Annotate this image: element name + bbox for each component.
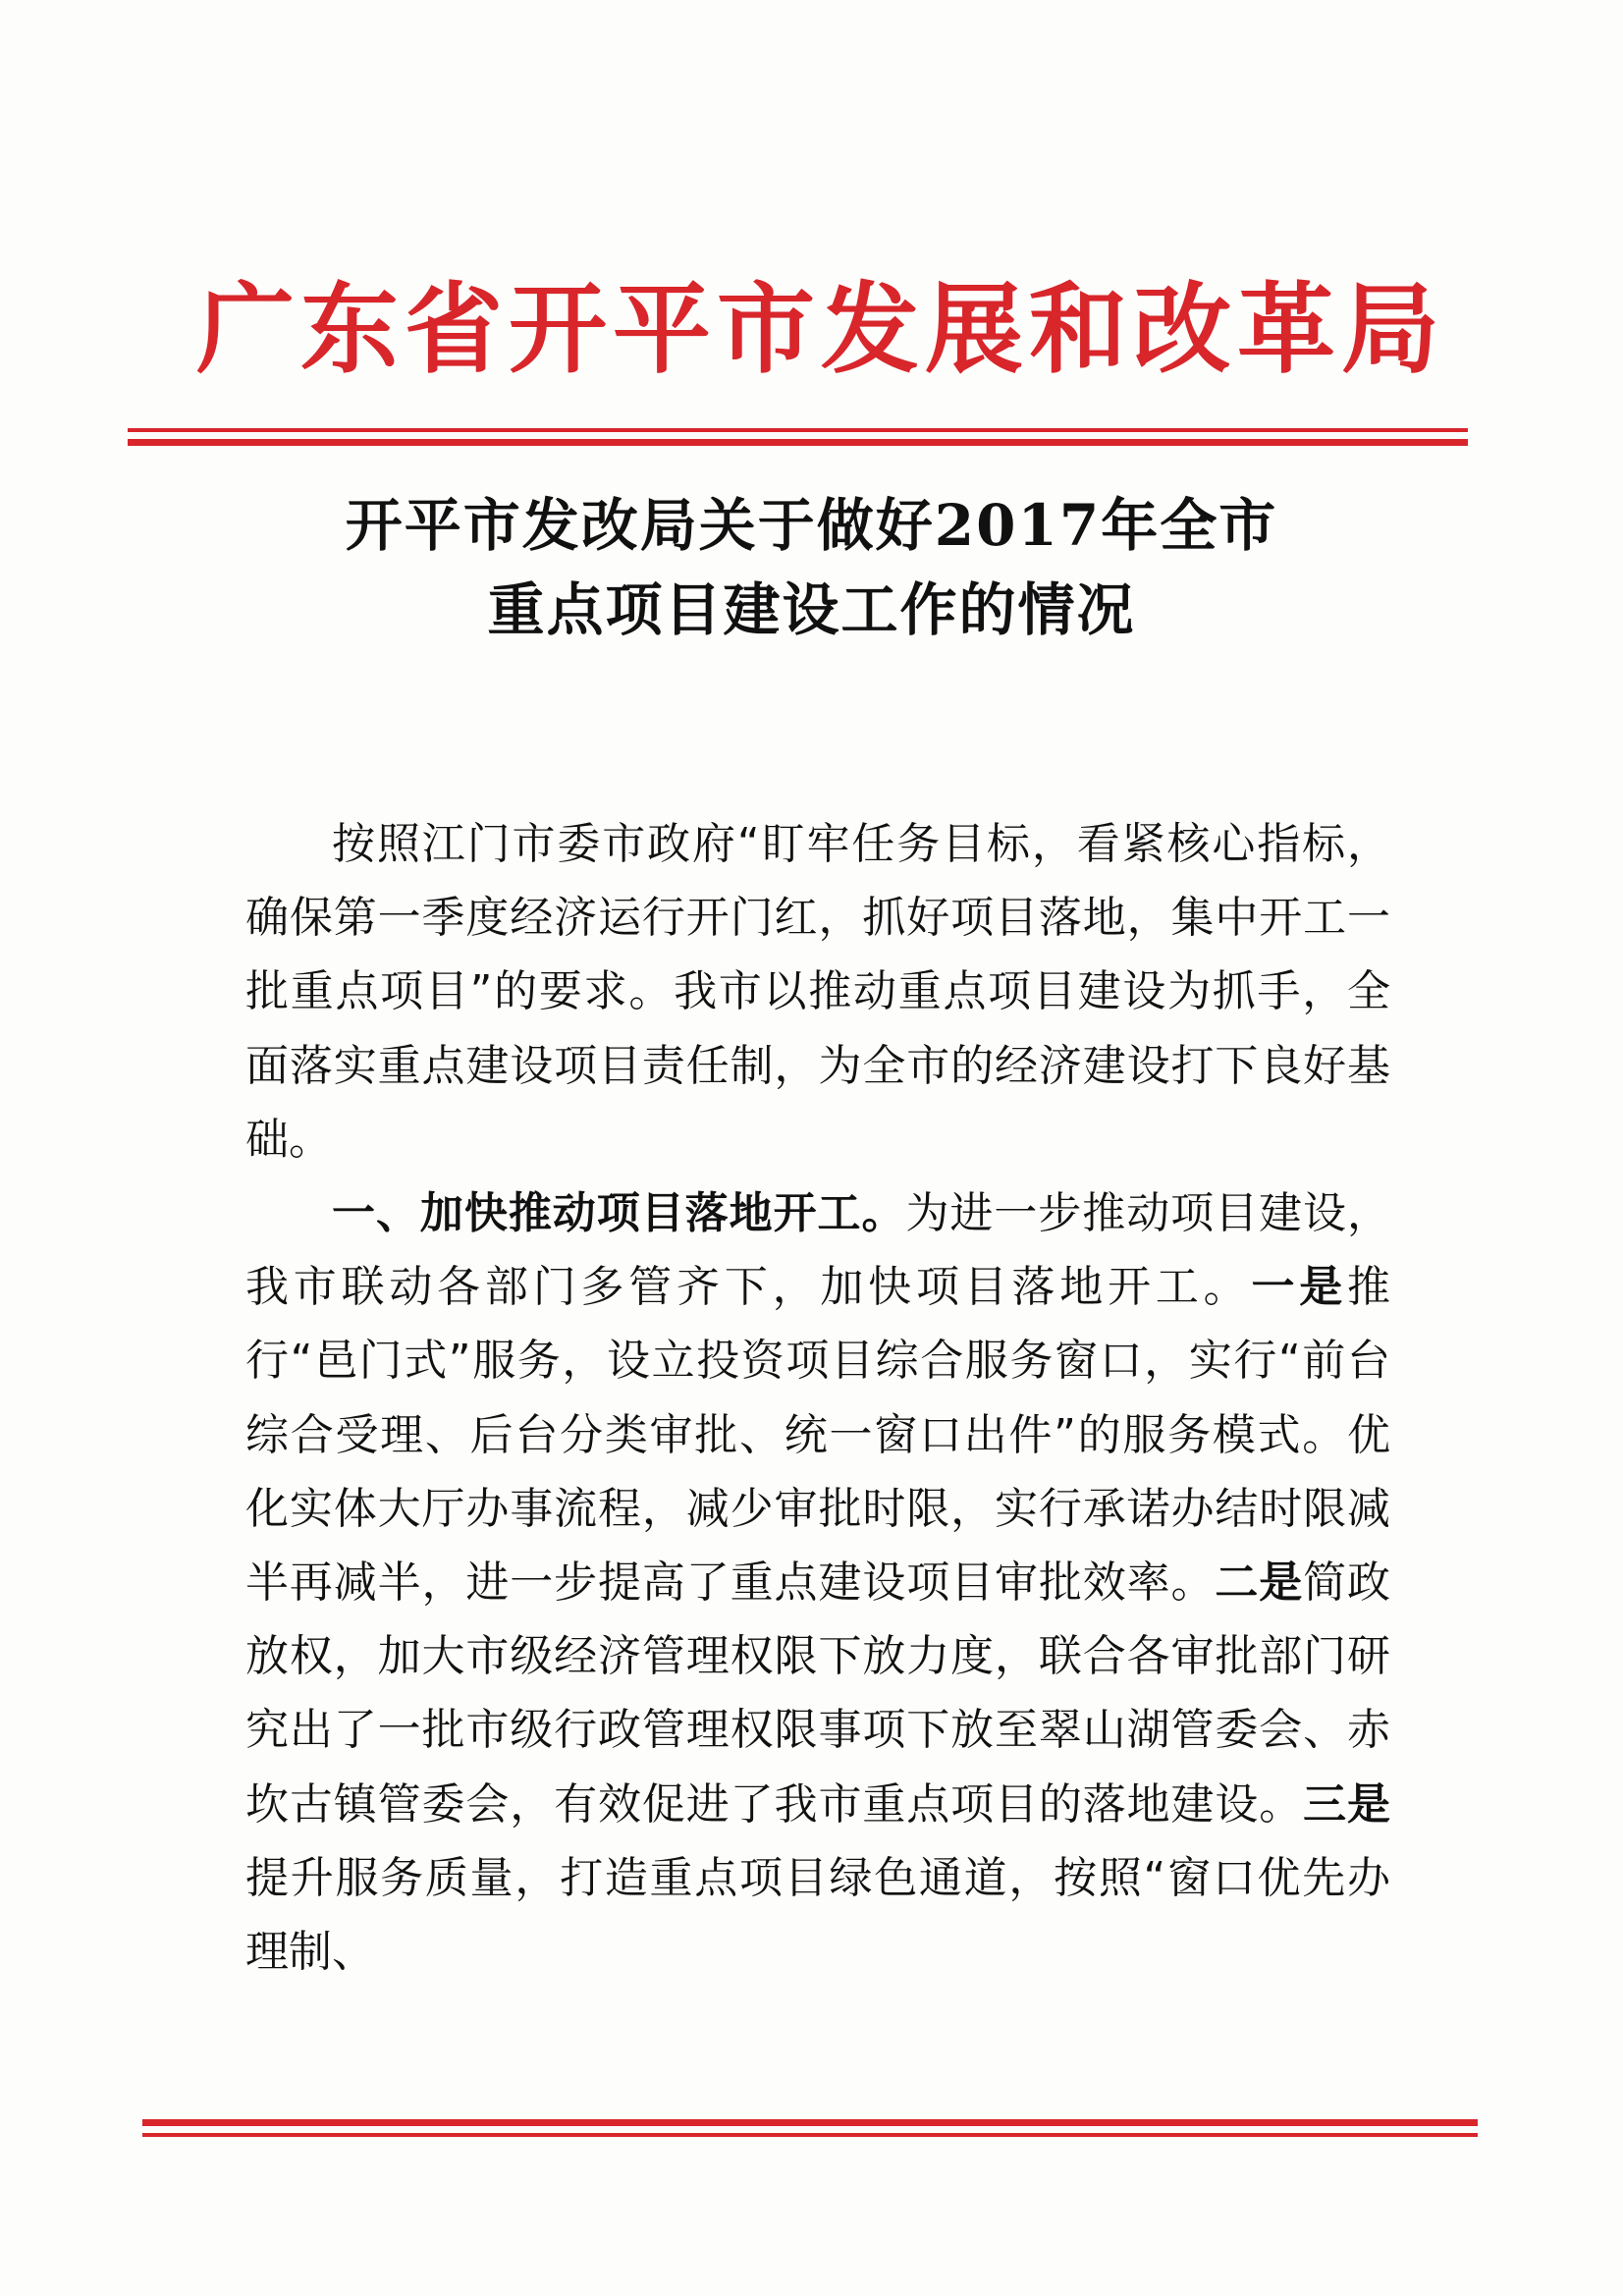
footer-divider [142,2119,1478,2137]
document-body [245,807,1390,1989]
enumeration-marker: 一是 [1251,1262,1348,1313]
paragraph-text: 推行“邑门式”服务，设立投资项目综合服务窗口，实行“前台综合受理、后台分类审批、统一窗口出件”的服务模式。优化实体大厅办事流程，减少审批时限，实行承诺办结时限减半再减半，进一步提高了重点建设项目审批效率。 [245,1262,1391,1609]
title-line-1: 开平市发改局关于做好2017年全市 [345,492,1278,559]
paragraph-text: 为进一步推动项目建设，我市联动各部门多管齐下，加快项目落地开工。 [245,1188,1391,1313]
divider-thin-line [142,2133,1478,2137]
divider-thick-line [128,439,1468,446]
letterhead-org-name: 广东省开平市发展和改革局 [196,271,1445,387]
title-line-2: 重点项目建设工作的情况 [487,576,1136,643]
paragraph [245,1176,1390,1989]
paragraph-text: 提升服务质量，打造重点项目绿色通道，按照“窗口优先办理制、 [245,1852,1390,1978]
enumeration-marker: 三是 [1303,1778,1391,1830]
paragraph: 按照江门市委市政府“盯牢任务目标，看紧核心指标，确保第一季度经济运行开门红，抓好项目落地，集中开工一批重点项目”的要求。我市以推动重点项目建设为抓手，全面落实重点建设项目责任制，为全市的经济建设打下良好基础。 [245,819,1390,1165]
divider-thick-line [142,2119,1478,2126]
document-title [196,483,1427,652]
divider-thin-line [128,428,1468,432]
letterhead-divider [128,428,1468,446]
paragraph-text: 简政放权，加大市级经济管理权限下放力度，联合各审批部门研究出了一批市级行政管理权限事项下放至翠山湖管委会、赤坎古镇管委会，有效促进了我市重点项目的落地建设。 [245,1558,1391,1830]
section-heading: 一、加快推动项目落地开工。 [332,1188,906,1239]
enumeration-marker: 二是 [1215,1558,1304,1609]
